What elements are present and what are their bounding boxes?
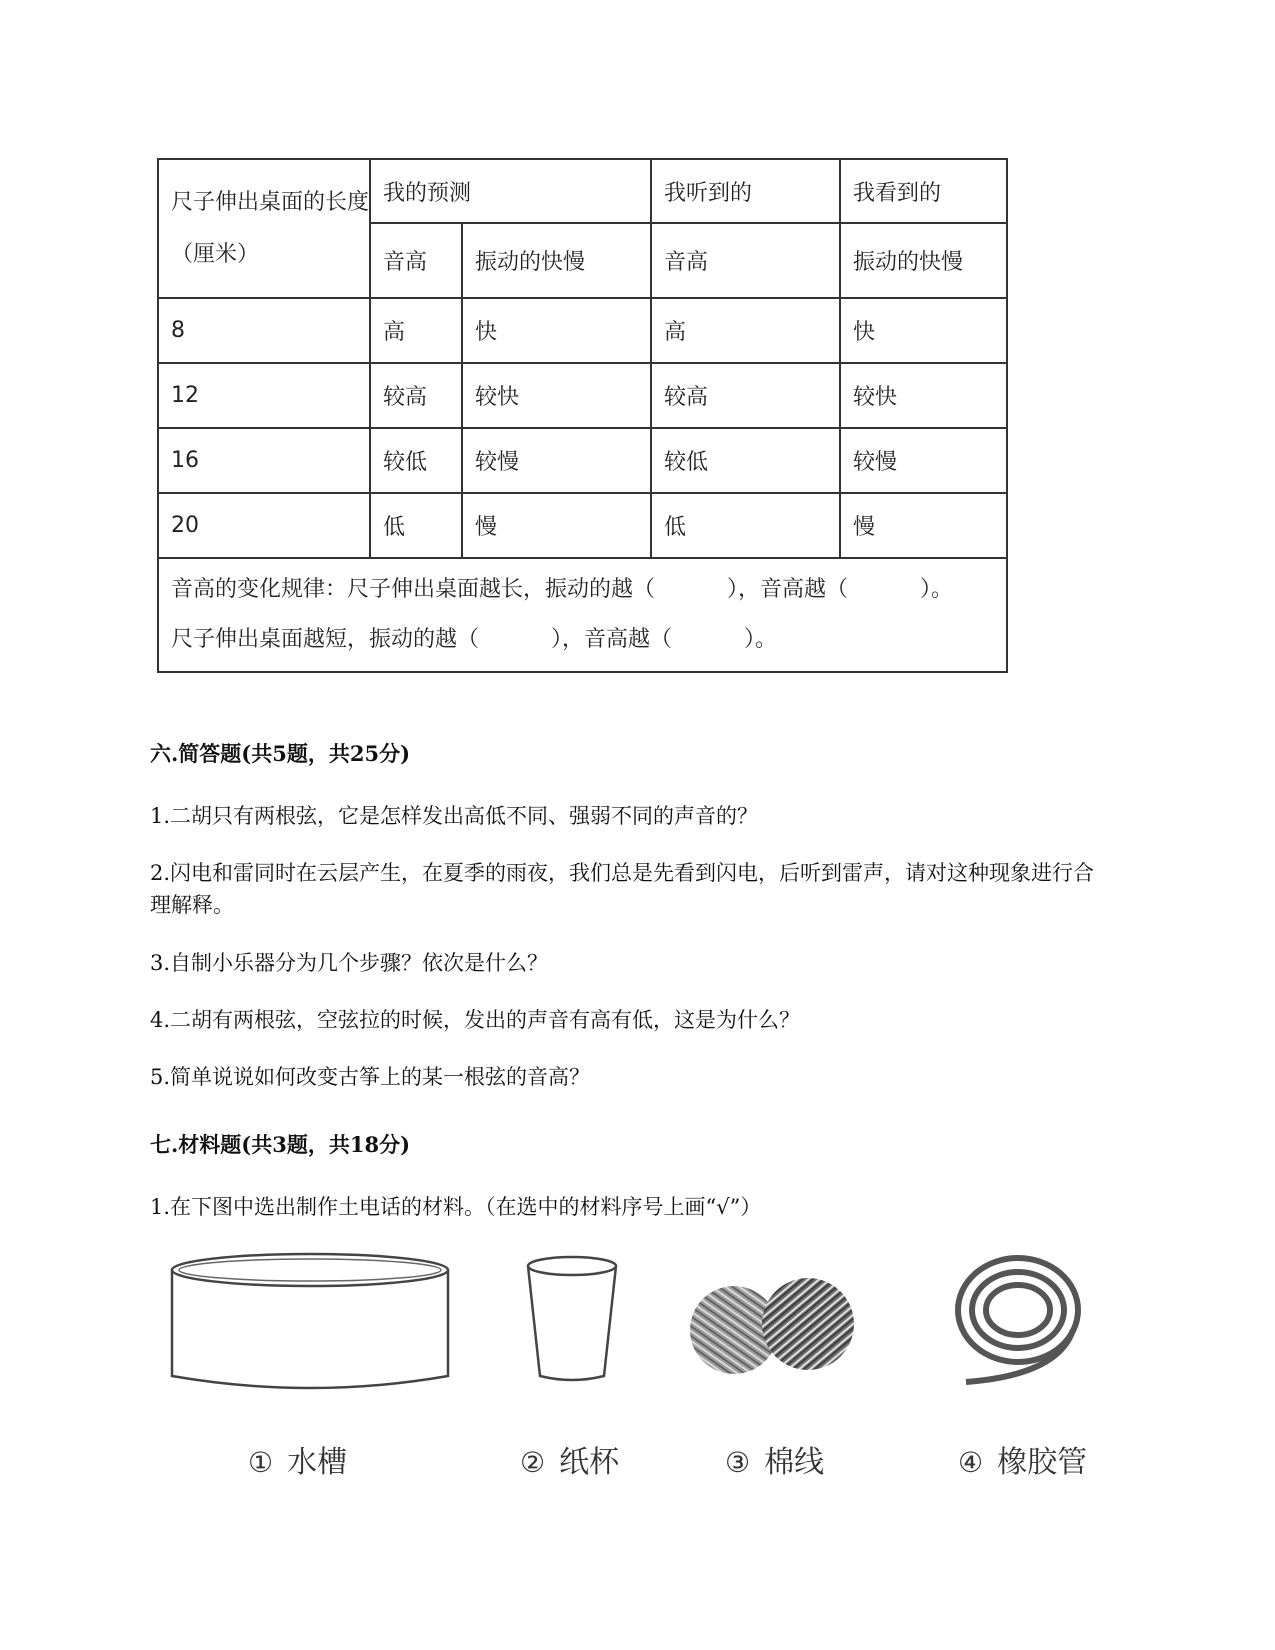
material-label-tube[interactable] — [958, 1437, 1087, 1481]
table-row — [158, 428, 1007, 493]
cell-heard-pitch: 较低 — [651, 428, 840, 493]
material-number[interactable]: ① — [248, 1446, 274, 1479]
cell-pred-speed: 较快 — [462, 363, 651, 428]
section7-title: 七.材料题(共3题，共18分) — [150, 1132, 411, 1157]
sub-speed-seen: 振动的快慢 — [840, 223, 1007, 298]
cell-pred-pitch: 低 — [370, 493, 462, 558]
cell-length: 12 — [158, 363, 370, 428]
material-number[interactable]: ③ — [725, 1446, 751, 1479]
material-name: 橡胶管 — [997, 1445, 1088, 1480]
cell-heard-pitch: 较高 — [651, 363, 840, 428]
cell-seen-speed: 较慢 — [840, 428, 1007, 493]
experiment-table — [157, 158, 1008, 673]
material-label-thread[interactable] — [725, 1437, 824, 1481]
note-line1-part3: ）。 — [920, 577, 954, 602]
sub-pitch-heard: 音高 — [651, 223, 840, 298]
cell-seen-speed: 慢 — [840, 493, 1007, 558]
material-name: 水槽 — [287, 1445, 348, 1480]
cell-pred-pitch: 高 — [370, 298, 462, 363]
table-row — [158, 298, 1007, 363]
paper-cup-icon — [522, 1254, 622, 1389]
material-name: 棉线 — [764, 1445, 825, 1480]
section6-title: 六.简答题(共5题，共25分) — [150, 741, 411, 766]
question-2: 2.闪电和雷同时在云层产生，在夏季的雨夜，我们总是先看到闪电，后听到雷声，请对这种现象进行合理解释。 — [150, 861, 1095, 917]
cell-length: 20 — [158, 493, 370, 558]
cell-seen-speed: 快 — [840, 298, 1007, 363]
cell-pred-pitch: 较低 — [370, 428, 462, 493]
cell-pred-speed: 慢 — [462, 493, 651, 558]
note-line1-part1: 音高的变化规律：尺子伸出桌面越长，振动的越（ — [171, 577, 656, 602]
header-length — [158, 159, 370, 298]
material-question-1: 1.在下图中选出制作土电话的材料。（在选中的材料序号上画“√”） — [150, 1195, 762, 1219]
header-see: 我看到的 — [840, 159, 1007, 223]
sink-icon — [165, 1248, 455, 1398]
question-5: 5.简单说说如何改变古筝上的某一根弦的音高？ — [150, 1065, 591, 1089]
note-line1-part2: ），音高越（ — [727, 577, 849, 602]
cell-length: 8 — [158, 298, 370, 363]
material-number[interactable]: ② — [520, 1446, 546, 1479]
cell-heard-pitch: 低 — [651, 493, 840, 558]
table-row — [158, 363, 1007, 428]
header-length-text: 尺子伸出桌面的长度（厘米） — [171, 189, 370, 267]
question-4: 4.二胡有两根弦，空弦拉的时候，发出的声音有高有低，这是为什么？ — [150, 1008, 801, 1032]
cell-pred-pitch: 较高 — [370, 363, 462, 428]
header-hear: 我听到的 — [651, 159, 840, 223]
question-1: 1.二胡只有两根弦，它是怎样发出高低不同、强弱不同的声音的？ — [150, 804, 759, 828]
note-line2-part1: 尺子伸出桌面越短，振动的越（ — [171, 627, 480, 652]
sub-speed-predict: 振动的快慢 — [462, 223, 651, 298]
cotton-thread-icon — [688, 1268, 858, 1383]
cell-pred-speed: 较慢 — [462, 428, 651, 493]
table-note — [158, 558, 1007, 672]
note-line2-part2: ），音高越（ — [551, 627, 673, 652]
cell-heard-pitch: 高 — [651, 298, 840, 363]
table-row — [158, 493, 1007, 558]
material-name: 纸杯 — [559, 1445, 620, 1480]
material-label-cup[interactable] — [520, 1437, 619, 1481]
rubber-tube-icon — [948, 1250, 1088, 1390]
note-line2-part3: ）。 — [744, 627, 778, 652]
material-number[interactable]: ④ — [958, 1446, 984, 1479]
header-predict: 我的预测 — [370, 159, 651, 223]
cell-length: 16 — [158, 428, 370, 493]
cell-seen-speed: 较快 — [840, 363, 1007, 428]
material-label-sink[interactable] — [248, 1437, 347, 1481]
cell-pred-speed: 快 — [462, 298, 651, 363]
sub-pitch-predict: 音高 — [370, 223, 462, 298]
question-3: 3.自制小乐器分为几个步骤？依次是什么？ — [150, 951, 549, 975]
